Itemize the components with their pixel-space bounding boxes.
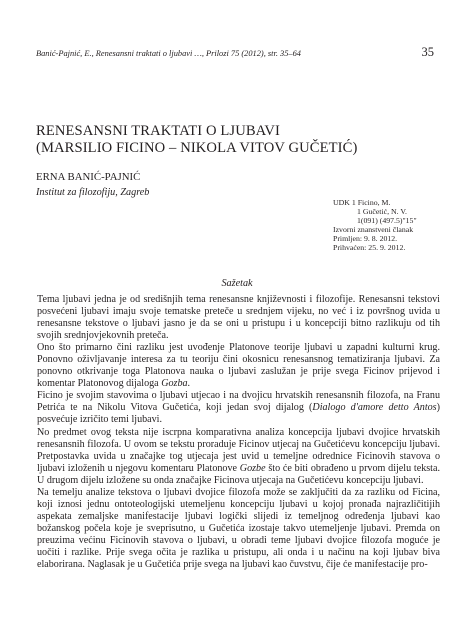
abstract-paragraph: Ono što primarno čini razliku jest uvođenje Platonove teorije ljubavi u zapadni kulturni krug. Ponovno oživljavanje interesa za tu teoriju čini okosnicu renesansnog tematiziranja ljubavi. Za ponovno otkrivanje toga Platonova nauka o ljubavi zaslužan je prije svega Ficinov prijevod i komentar Platonovog dijaloga Gozba. [37, 342, 440, 390]
page-number: 35 [421, 45, 434, 59]
udk-line: 1(091) (497.5)"15" [357, 216, 417, 226]
received-date: Primljen: 9. 8. 2012. [333, 234, 398, 244]
author-affiliation: Institut za filozofiju, Zagreb [36, 187, 150, 198]
article-title-line-2: (MARSILIO FICINO – NIKOLA VITOV GUČETIĆ) [36, 140, 358, 156]
abstract-paragraph: Tema ljubavi jedna je od središnjih tema renesansne književnosti i filozofije. Renesansni tekstovi posvećeni ljubavi imaju svoje tematske preteče u srednjem vijeku, no već i iz površnog uvida u renesansne tekstove o ljubavi jasno je da se oni u pristupu i u koncepciji bitno razlikuju od tih svojih srednjovjekovnih preteča. [37, 294, 440, 342]
udk-line: UDK 1 Ficino, M. [333, 198, 391, 207]
abstract-heading: Sažetak [221, 278, 253, 289]
abstract-paragraph: Na temelju analize tekstova o ljubavi dvojice filozofa može se zaključiti da za razliku od Ficina, koji iznosi jednu ontoteologijski utemeljenu koncepciju ljubavi u kojoj pronađa najrazličitijih aspekata zemaljske manifestacije ljubavi logički slijedi iz temeljnog određenja ljubavi kao božanskog počela koje je sveprisutno, u Gučetića izostaje takvo utemeljenje ljubavi. Premda on preuzima većinu Ficinovih stavova o ljubavi, u obradi teme ljubavi dvojice filozofa moguće je uočiti i razlike. Prije svega očita je razlika u pristupu, ali onda i u načinu na koji ljubav biva elaborirana. Naglasak je u Gučetića prije svega na ljubavi kao čuvstvu, čije će manifestacije pro- [37, 486, 440, 571]
work-title: Gozbe [239, 462, 266, 474]
accepted-date: Prihvaćen: 25. 9. 2012. [333, 243, 406, 253]
article-type: Izvorni znanstveni članak [333, 225, 414, 235]
udk-classification-block [333, 198, 443, 253]
article-title-line-1: RENESANSNI TRAKTATI O LJUBAVI [36, 123, 281, 139]
abstract-body [37, 294, 440, 571]
work-title: Gozba [161, 378, 188, 390]
author-name: ERNA BANIĆ-PAJNIĆ [36, 171, 141, 183]
udk-line: 1 Gučetić, N. V. [357, 207, 407, 217]
abstract-paragraph: Ficino je svojim stavovima o ljubavi utjecao i na dvojicu hrvatskih renesansnih filozofa, na Franu Petrića te na Nikolu Vitova Gučetića, koji jedan svoj dijalog (Dialogo d'amore detto Antos) posvećuje izričito temi ljubavi. [37, 390, 440, 426]
abstract-paragraph: No predmet ovog teksta nije iscrpna komparativna analiza koncepcija ljubavi dvojice hrvatskih renesansnih filozofa. U ovom se tekstu proraduje Ficinov utjecaj na Gučetićevu koncepciju ljubavi. Pretpostavka uvida u značajke tog utjecaja jest uvid u temeljne odrednice Ficinovih stavova o ljubavi izloženih u njegovu komentaru Platonove Gozbe što će biti obrađeno u prvom dijelu teksta. U drugom dijelu izložene su onda značajke Ficinova utjecaja na Gučetićevu koncepciju ljubavi. [37, 426, 440, 486]
work-title: Dialogo d'amore detto Antos [312, 402, 437, 414]
running-head: Banić-Pajnić, E., Renesansni traktati o ljubavi …, Prilozi 75 (2012), str. 35–64 [36, 49, 301, 58]
